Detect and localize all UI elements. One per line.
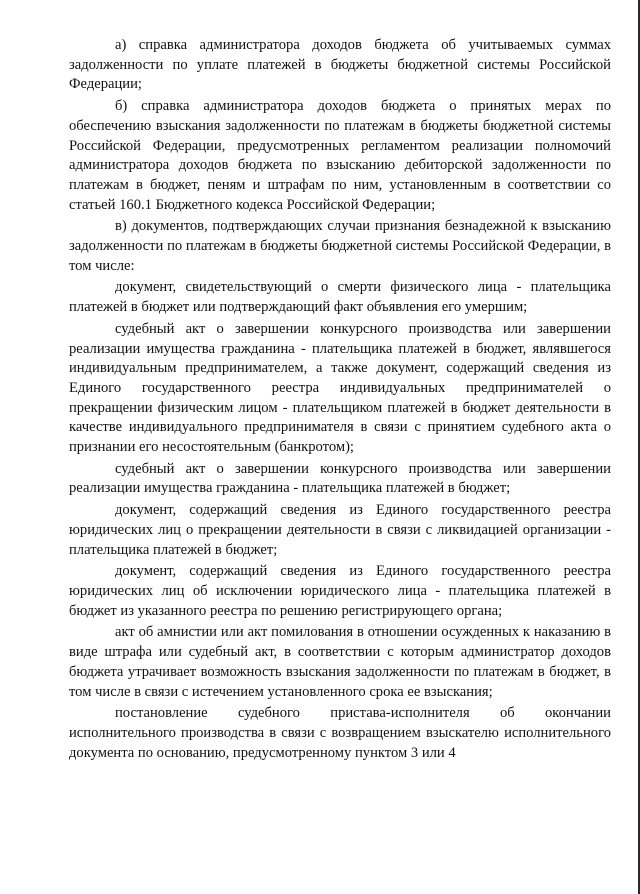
paragraph-v-confirming-documents: в) документов, подтверждающих случаи признания безнадежной к взысканию задолженности по платежам в бюджеты бюджетной системы Российской Федерации, в том числе: xyxy=(69,218,611,274)
paragraph-bankruptcy-citizen: судебный акт о завершении конкурсного производства или завершении реализации имущества гражданина - плательщика платежей в бюджет; xyxy=(69,460,611,497)
paragraph-death-certificate: документ, свидетельствующий о смерти физического лица - плательщика платежей в бюджет или подтверждающий факт объявления его умершим; xyxy=(69,279,611,316)
paragraph-exclusion-record: документ, содержащий сведения из Единого государственного реестра юридических лиц об исключении юридического лица - плательщика платежей в бюджет из указанного реестра по решению регистрирующего органа; xyxy=(69,563,611,619)
paragraph-a-debt-statement: а) справка администратора доходов бюджета об учитываемых суммах задолженности по уплате платежей в бюджеты бюджетной системы Российской Федерации; xyxy=(69,37,611,93)
paragraph-liquidation-record: документ, содержащий сведения из Единого государственного реестра юридических лиц о прекращении деятельности в связи с ликвидацией организации - плательщика платежей в бюджет; xyxy=(69,502,611,558)
document-body xyxy=(69,34,611,763)
paragraph-b-collection-measures: б) справка администратора доходов бюджета о принятых мерах по обеспечению взыскания задолженности по платежам в бюджеты бюджетной системы Российской Федерации, предусмотренных регламентом реализации полномочий администратора доходов бюджета по взысканию дебиторской задолженности по платежам в бюджет, пеням и штрафам по ним, установленным в соответствии со статьей 160.1 Бюджетного кодекса Российской Федерации; xyxy=(69,98,611,213)
paragraph-bankruptcy-entrepreneur: судебный акт о завершении конкурсного производства или завершении реализации имущества гражданина - плательщика платежей в бюджет, являвшегося индивидуальным предпринимателем, а также документ, содержащий сведения из Единого государственного реестра индивидуальных предпринимателей о прекращении физическим лицом - плательщиком платежей в бюджет деятельности в качестве индивидуального предпринимателя в связи с принятием судебного акта о признании его несостоятельным (банкротом); xyxy=(69,320,611,456)
paragraph-bailiff-resolution: постановление судебного пристава-исполнителя об окончании исполнительного производства в связи с возвращением взыскателю исполнительного документа по основанию, предусмотренному пунктом 3 или 4 xyxy=(69,705,611,761)
paragraph-amnesty-act: акт об амнистии или акт помилования в отношении осужденных к наказанию в виде штрафа или судебный акт, в соответствии с которым администратор доходов бюджета утрачивает возможность взыскания задолженности по платежам в бюджет, в том числе в связи с истечением установленного срока ее взыскания; xyxy=(69,624,611,700)
